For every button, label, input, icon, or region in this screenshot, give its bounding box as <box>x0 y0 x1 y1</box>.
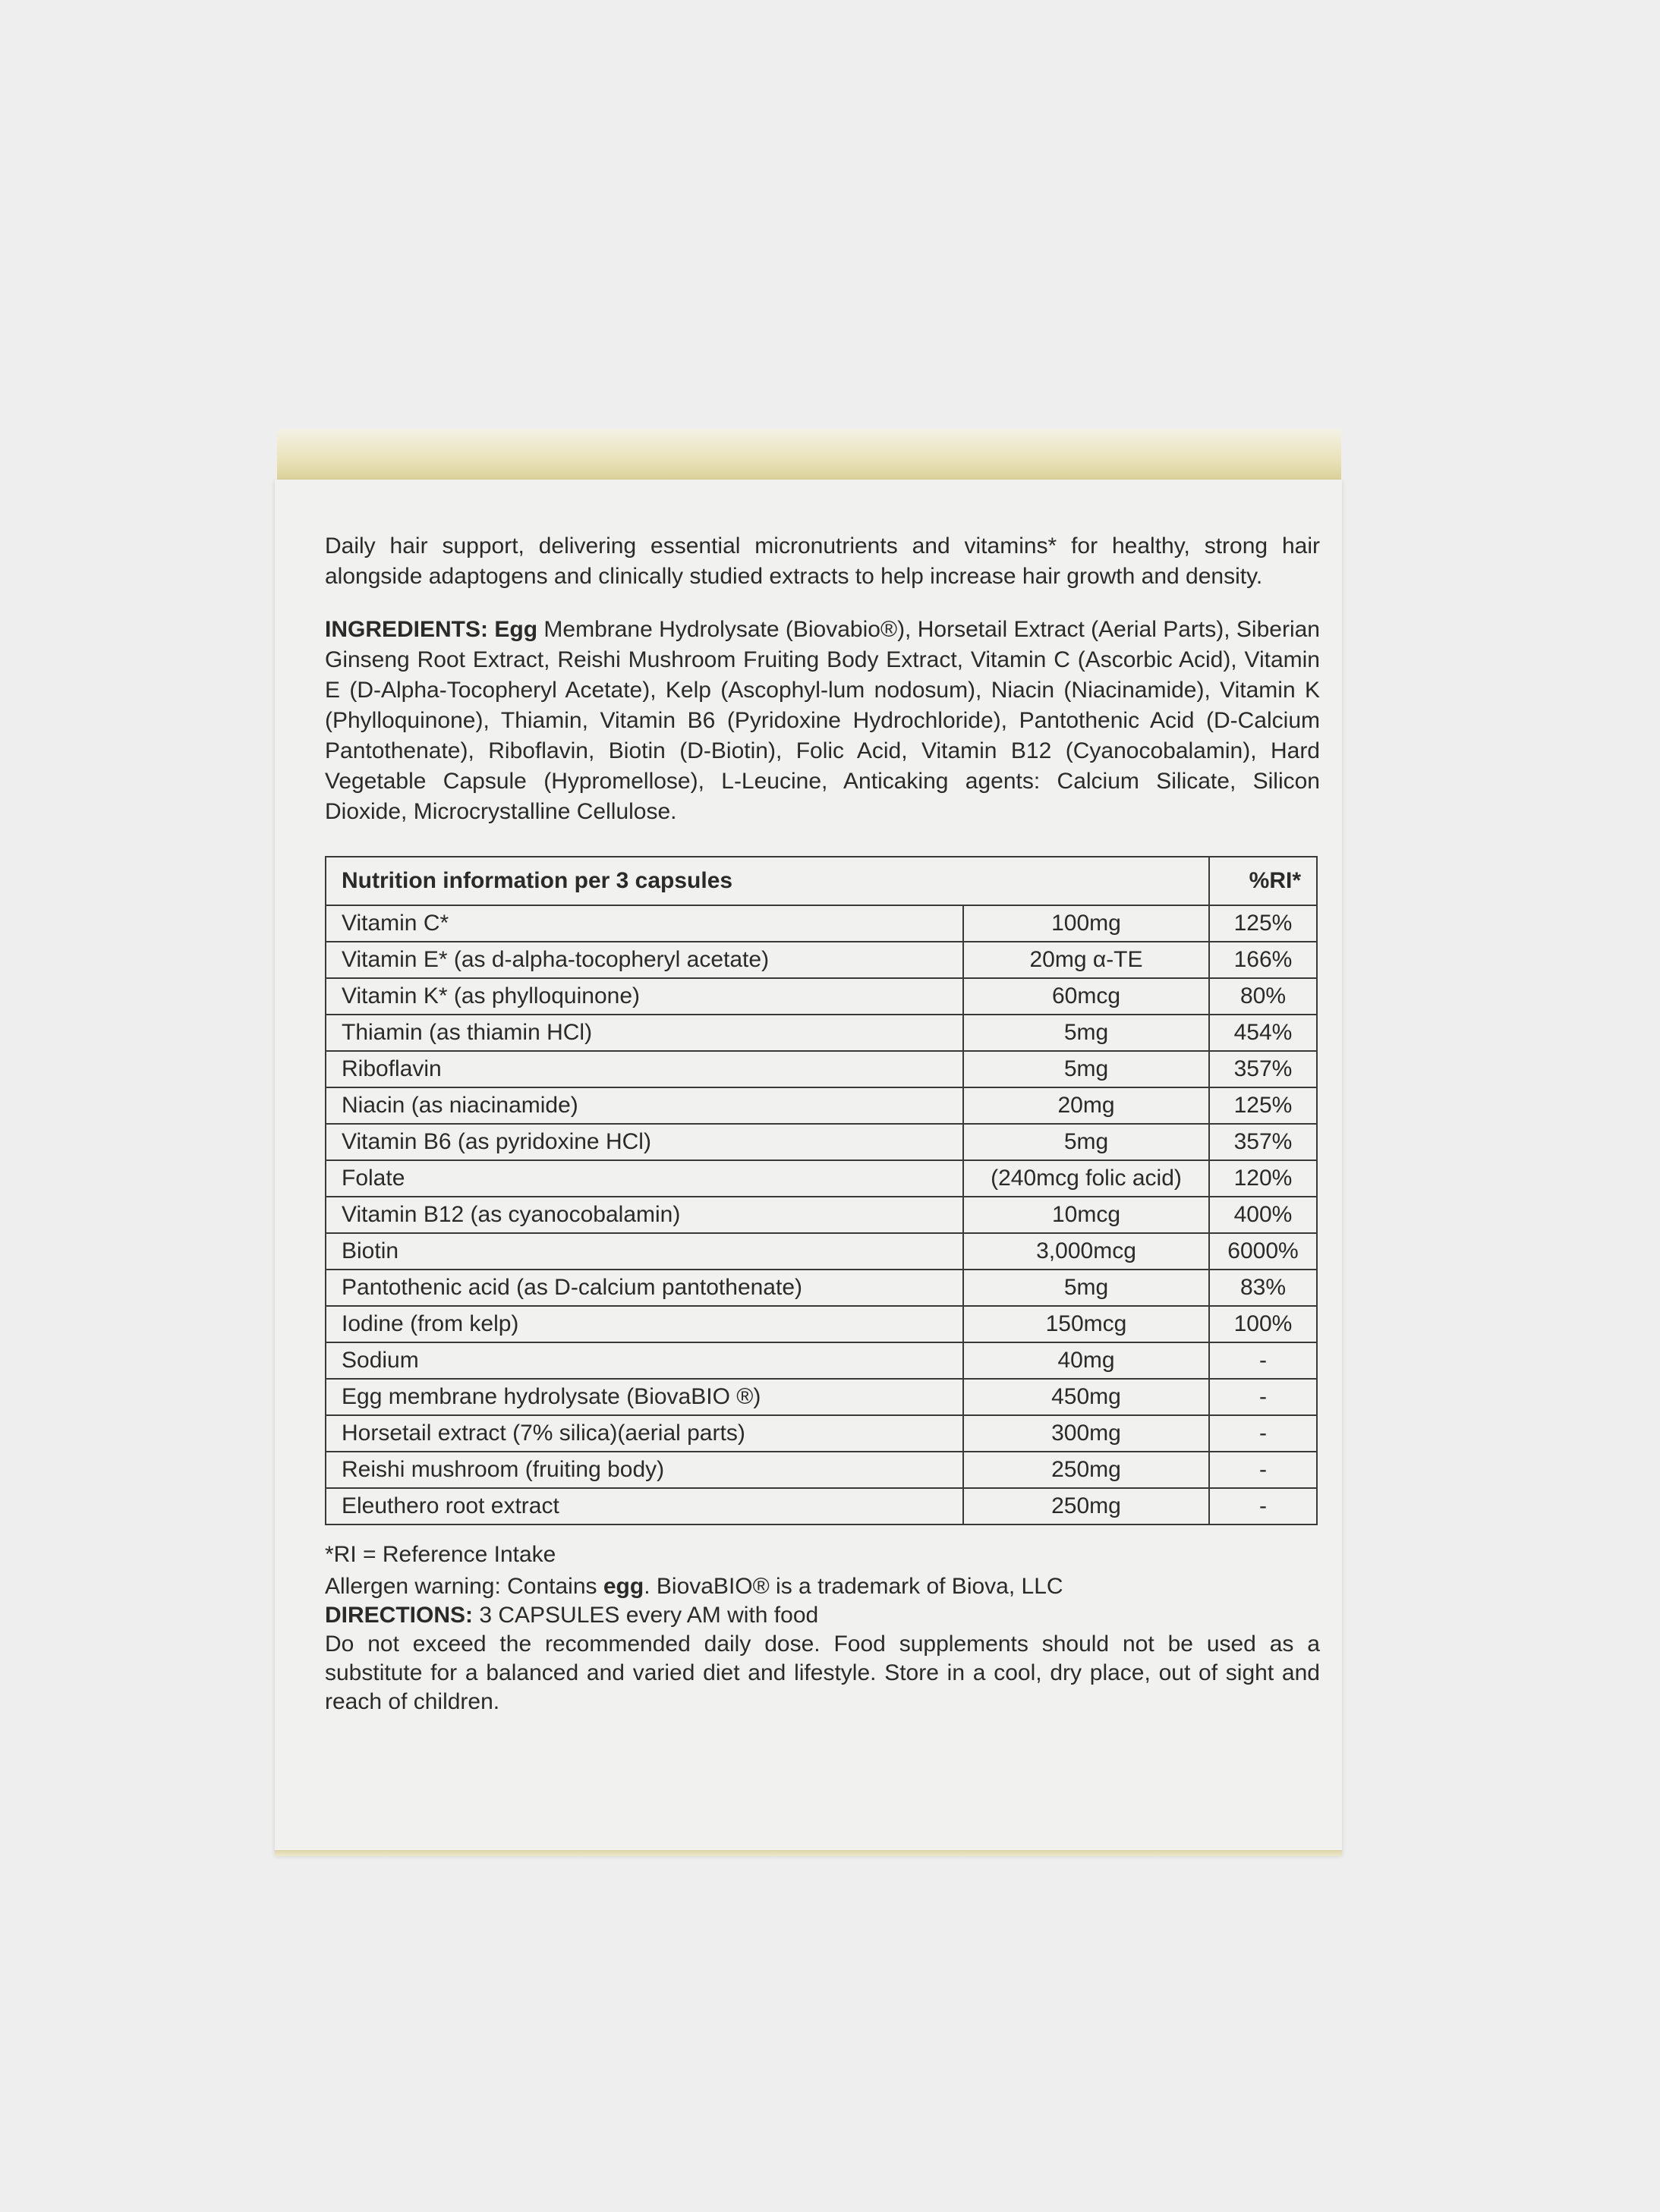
ingredients-paragraph <box>325 615 1320 827</box>
table-row <box>326 905 1317 942</box>
nutrient-ri: 100% <box>1209 1306 1317 1342</box>
box-lid <box>277 429 1341 482</box>
nutrient-ri: - <box>1209 1379 1317 1415</box>
nutrient-amount: 5mg <box>963 1270 1209 1306</box>
nutrient-amount: 5mg <box>963 1124 1209 1160</box>
nutrient-ri: 80% <box>1209 978 1317 1015</box>
nutrient-amount: 300mg <box>963 1415 1209 1452</box>
nutrient-name: Vitamin B12 (as cyanocobalamin) <box>326 1197 963 1233</box>
nutrient-name: Biotin <box>326 1233 963 1270</box>
nutrition-table <box>325 856 1318 1525</box>
nutrient-name: Niacin (as niacinamide) <box>326 1087 963 1124</box>
table-row <box>326 1124 1317 1160</box>
safety-warning: Do not exceed the recommended daily dose. Food supplements should not be used as a substitute for a balanced and varied diet and lifestyle. Store in a cool, dry place, out of sight and reach of children. <box>325 1631 1320 1714</box>
table-row <box>326 942 1317 978</box>
nutrient-ri: 125% <box>1209 1087 1317 1124</box>
nutrient-amount: 5mg <box>963 1051 1209 1087</box>
table-row <box>326 1452 1317 1488</box>
nutrient-name: Reishi mushroom (fruiting body) <box>326 1452 963 1488</box>
nutrient-ri: 125% <box>1209 905 1317 942</box>
nutrient-ri: 400% <box>1209 1197 1317 1233</box>
nutrient-amount: 100mg <box>963 905 1209 942</box>
nutrient-name: Riboflavin <box>326 1051 963 1087</box>
nutrient-amount: 250mg <box>963 1488 1209 1524</box>
nutrient-amount: 20mg <box>963 1087 1209 1124</box>
directions-text: 3 CAPSULES every AM with food <box>473 1603 819 1628</box>
nutrient-ri: 120% <box>1209 1160 1317 1197</box>
nutrient-ri: 357% <box>1209 1124 1317 1160</box>
table-row <box>326 1342 1317 1379</box>
nutrient-ri: 166% <box>1209 942 1317 978</box>
allergen-warning <box>325 1572 1320 1601</box>
nutrient-amount: 150mcg <box>963 1306 1209 1342</box>
nutrient-amount: 3,000mcg <box>963 1233 1209 1270</box>
nutrient-ri: - <box>1209 1415 1317 1452</box>
ri-header: %RI* <box>1209 857 1317 905</box>
table-row <box>326 1051 1317 1087</box>
ingredients-allergen: Egg <box>494 617 538 642</box>
nutrient-name: Thiamin (as thiamin HCl) <box>326 1015 963 1051</box>
nutrient-ri: 357% <box>1209 1051 1317 1087</box>
nutrition-header: Nutrition information per 3 capsules <box>326 857 1209 905</box>
nutrient-ri: - <box>1209 1488 1317 1524</box>
nutrient-amount: 40mg <box>963 1342 1209 1379</box>
nutrient-name: Egg membrane hydrolysate (BiovaBIO ®) <box>326 1379 963 1415</box>
allergen-text: Allergen warning: Contains <box>325 1574 603 1599</box>
nutrient-amount: 10mcg <box>963 1197 1209 1233</box>
nutrient-name: Vitamin E* (as d-alpha-tocopheryl acetate) <box>326 942 963 978</box>
nutrient-amount: 250mg <box>963 1452 1209 1488</box>
nutrient-name: Eleuthero root extract <box>326 1488 963 1524</box>
table-row <box>326 1379 1317 1415</box>
table-row <box>326 1087 1317 1124</box>
table-row <box>326 1233 1317 1270</box>
trademark-text: . BiovaBIO® is a trademark of Biova, LLC <box>644 1574 1063 1599</box>
nutrient-name: Vitamin C* <box>326 905 963 942</box>
nutrient-name: Iodine (from kelp) <box>326 1306 963 1342</box>
nutrient-amount: (240mcg folic acid) <box>963 1160 1209 1197</box>
nutrient-name: Folate <box>326 1160 963 1197</box>
nutrient-ri: 454% <box>1209 1015 1317 1051</box>
ingredients-label: INGREDIENTS: <box>325 617 489 642</box>
table-row <box>326 978 1317 1015</box>
nutrient-amount: 5mg <box>963 1015 1209 1051</box>
nutrient-name: Horsetail extract (7% silica)(aerial parts) <box>326 1415 963 1452</box>
product-description: Daily hair support, delivering essential micronutrients and vitamins* for healthy, strong hair alongside adaptogens and clinically studied extracts to help increase hair growth and density. <box>325 533 1320 589</box>
directions-label: DIRECTIONS: <box>325 1603 473 1628</box>
allergen-bold: egg <box>603 1574 644 1599</box>
nutrient-ri: - <box>1209 1452 1317 1488</box>
table-row <box>326 1306 1317 1342</box>
directions <box>325 1601 1320 1630</box>
nutrient-ri: 6000% <box>1209 1233 1317 1270</box>
nutrient-amount: 60mcg <box>963 978 1209 1015</box>
table-row <box>326 1270 1317 1306</box>
table-row <box>326 1197 1317 1233</box>
table-row <box>326 1160 1317 1197</box>
ri-note: *RI = Reference Intake <box>325 1542 556 1567</box>
nutrition-header-row <box>326 857 1317 905</box>
nutrient-name: Vitamin K* (as phylloquinone) <box>326 978 963 1015</box>
label-footer <box>325 1540 1320 1716</box>
nutrient-amount: 450mg <box>963 1379 1209 1415</box>
box-bottom-edge <box>275 1850 1342 1856</box>
table-row <box>326 1015 1317 1051</box>
label-content <box>325 531 1320 1716</box>
nutrient-amount: 20mg α-TE <box>963 942 1209 978</box>
nutrient-ri: 83% <box>1209 1270 1317 1306</box>
nutrient-name: Pantothenic acid (as D-calcium pantothenate) <box>326 1270 963 1306</box>
ingredients-text: Membrane Hydrolysate (Biovabio®), Horsetail Extract (Aerial Parts), Siberian Ginseng Root Extract, Reishi Mushroom Fruiting Body Extract, Vitamin C (Ascorbic Acid), Vitamin E (D-Alpha-Tocopheryl Acetate), Kelp (Ascophyl-lum nodosum), Niacin (Niacinamide), Vitamin K (Phylloquinone), Thiamin, Vitamin B6 (Pyridoxine Hydrochloride), Pantothenic Acid (D-Calcium Pantothenate), Riboflavin, Biotin (D-Biotin), Folic Acid, Vitamin B12 (Cyanocobalamin), Hard Vegetable Capsule (Hypromellose), L-Leucine, Anticaking agents: Calcium Silicate, Silicon Dioxide, Microcrystalline Cellulose. <box>325 617 1320 824</box>
table-row <box>326 1415 1317 1452</box>
nutrient-name: Sodium <box>326 1342 963 1379</box>
nutrient-name: Vitamin B6 (as pyridoxine HCl) <box>326 1124 963 1160</box>
nutrient-ri: - <box>1209 1342 1317 1379</box>
table-row <box>326 1488 1317 1524</box>
